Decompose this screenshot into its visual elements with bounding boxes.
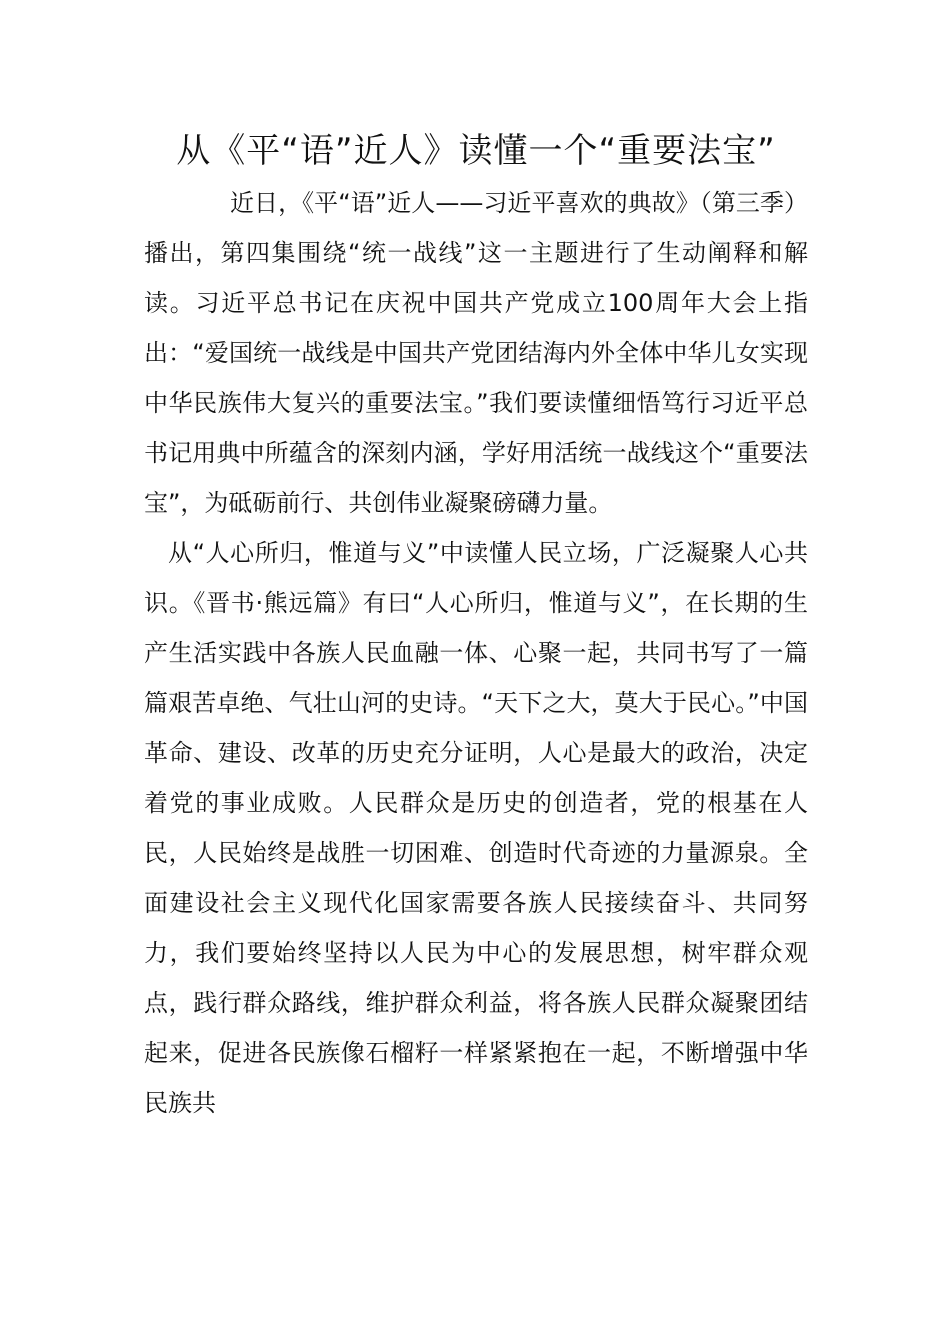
paragraph-1: 近日，《平“语”近人——习近平喜欢的典故》（第三季）播出，第四集围绕“统一战线”这一主题进行了生动阐释和解读。习近平总书记在庆祝中国共产党成立100周年大会上指出：“爱国统一战线是中国共产党团结海内外全体中华儿女实现中华民族伟大复兴的重要法宝。”我们要读懂细悟笃行习近平总书记用典中所蕴含的深刻内涵，学好用活统一战线这个“重要法宝”，为砥砺前行、共创伟业凝聚磅礴力量。 [144,189,808,517]
document-page [144,128,808,1128]
paragraph-2: 从“人心所归，惟道与义”中读懂人民立场，广泛凝聚人心共识。《晋书·熊远篇》有曰“人心所归，惟道与义”，在长期的生产生活实践中各族人民血融一体、心聚一起，共同书写了一篇篇艰苦卓绝、气壮山河的史诗。“天下之大，莫大于民心。”中国革命、建设、改革的历史充分证明，人心是最大的政治，决定着党的事业成败。人民群众是历史的创造者，党的根基在人民，人民始终是战胜一切困难、创造时代奇迹的力量源泉。全面建设社会主义现代化国家需要各族人民接续奋斗、共同努力，我们要始终坚持以人民为中心的发展思想，树牢群众观点，践行群众路线，维护群众利益，将各族人民群众凝聚团结起来，促进各民族像石榴籽一样紧紧抱在一起，不断增强中华民族共 [144,539,808,1117]
document-title: 从《平“语”近人》读懂一个“重要法宝” [176,131,776,171]
